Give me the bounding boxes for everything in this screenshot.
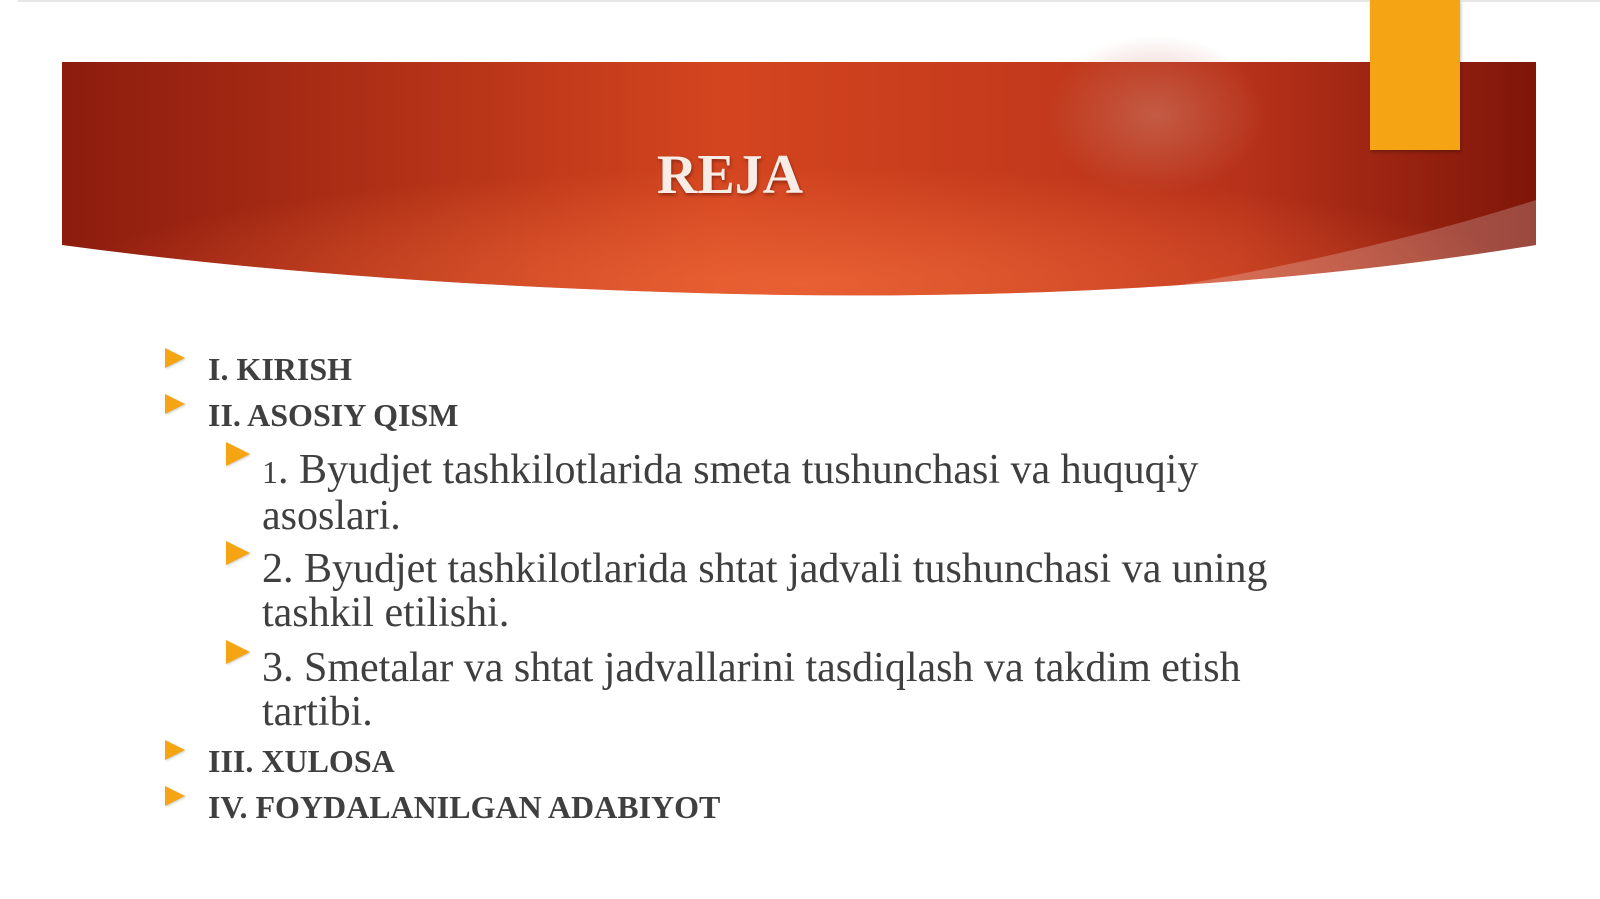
bullet-arrow-icon <box>226 442 250 466</box>
outline-item-1: I. KIRISH <box>208 351 353 387</box>
slide-title: REJA <box>656 144 804 206</box>
bullet-arrow-icon <box>165 740 185 760</box>
outline-item-3: III. XULOSA <box>208 743 395 779</box>
bullet-arrow-icon <box>226 640 250 664</box>
outline-subitem-1 <box>262 448 1292 538</box>
subitem-number: 1 <box>262 454 278 490</box>
bullet-arrow-icon <box>165 394 185 414</box>
outline-subitem-2: 2. Byudjet tashkilotlarida shtat jadvali tushunchasi va uning tashkil etilishi. <box>262 546 1268 636</box>
outline-subitem-3: 3. Smetalar va shtat jadvallarini tasdiqlash va takdim etish tartibi. <box>262 645 1241 735</box>
outline-item-4: IV. FOYDALANILGAN ADABIYOT <box>208 789 721 825</box>
bullet-arrow-icon <box>226 541 250 565</box>
bullet-arrow-icon <box>165 786 185 806</box>
subitem-text: . Byudjet tashkilotlarida smeta tushunchasi va huquqiy asoslari. <box>262 447 1199 539</box>
bullet-arrow-icon <box>165 348 185 368</box>
outline-item-2: II. ASOSIY QISM <box>208 397 459 433</box>
